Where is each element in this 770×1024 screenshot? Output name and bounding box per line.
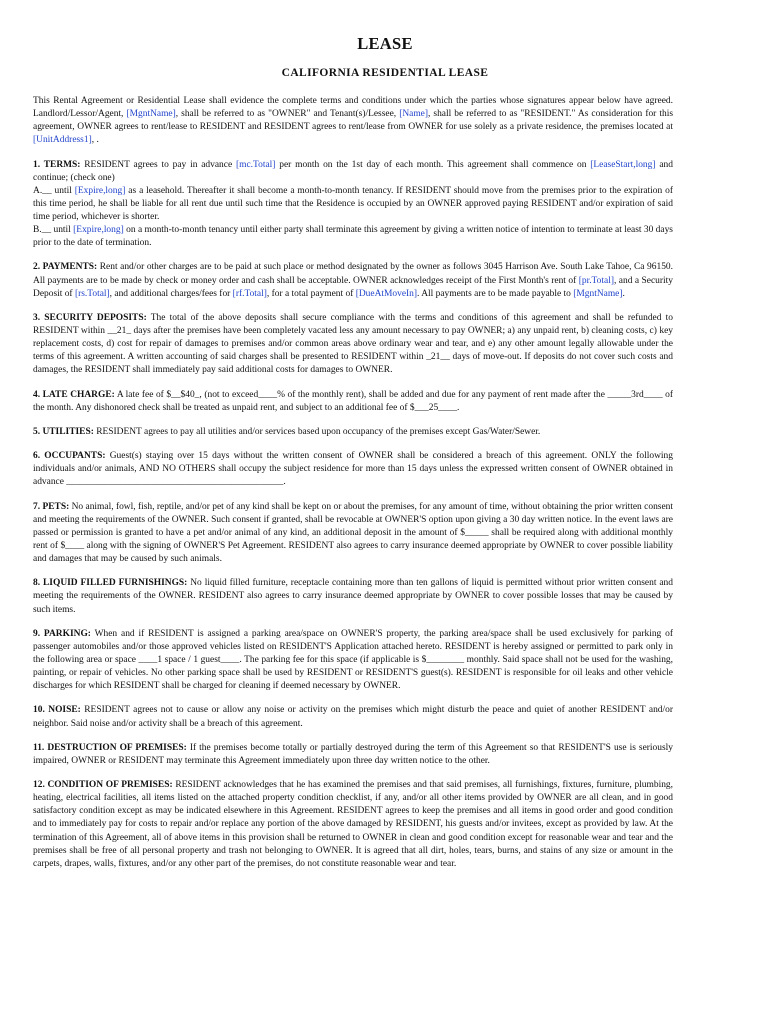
payments-text-1: Rent and/or other charges are to be paid at such place or method designated by the owner as follows 3045 Harrison Ave. South Lake Tahoe, Ca 96150. All payments are to be made by check or money order and cash shall be acceptable. OWNER acknowledges receipt of the First Month's rent of bbox=[33, 262, 674, 286]
liquid-furnishings-heading: 8. LIQUID FILLED FURNISHINGS: bbox=[33, 578, 188, 589]
noise-heading: 10. NOISE: bbox=[33, 705, 81, 716]
document-subtitle: CALIFORNIA RESIDENTIAL LEASE bbox=[281, 67, 489, 79]
intro-text-4: , . bbox=[91, 135, 99, 146]
late-charge-heading: 4. LATE CHARGE: bbox=[33, 389, 115, 400]
terms-line bbox=[33, 159, 673, 185]
section-destruction-of-premises bbox=[33, 742, 673, 768]
pets-heading: 7. PETS: bbox=[33, 501, 70, 512]
condition-heading: 12. CONDITION OF PREMISES: bbox=[33, 780, 173, 791]
section-late-charge bbox=[33, 389, 673, 415]
terms-text-3: and continue; (check one) bbox=[33, 159, 673, 183]
section-security-deposits bbox=[33, 312, 673, 377]
destruction-text: If the premises become totally or partially destroyed during the term of this Agreement so that RESIDENT'S use is seriously impaired, OWNER or RESIDENT may terminate this Agreement immediately upon three day written notice to the other. bbox=[33, 742, 673, 766]
parking-text: When and if RESIDENT is assigned a parking area/space on OWNER'S property, the parking area/space shall be used exclusively for parking of passenger automobiles and/or those approved vehicles listed on RESIDENT'S Application attached hereto. RESIDENT is hereby assigned or permitted to park only in the following area or space ____1 space / 1 guest____. The parking fee for this space (if applicable is $________ monthly. Said space shall not be used for the washing, painting, or repair of vehicles. No other parking space shall be used by RESIDENT or RESIDENT'S guest(s). RESIDENT is responsible for oil leaks and other vehicle discharges for which RESIDENT shall be charged for cleaning if deemed necessary by OWNER. bbox=[33, 628, 673, 692]
payments-text-6: . bbox=[622, 288, 625, 299]
terms-option-a bbox=[33, 185, 673, 224]
option-b-prefix: B.__ until bbox=[33, 225, 74, 236]
option-b-text: on a month-to-month tenancy until either party shall terminate this agreement by giving a written notice of intention to terminate at least 30 days prior to the date of termination. bbox=[33, 225, 673, 249]
terms-heading: 1. TERMS: bbox=[33, 159, 81, 170]
placeholder-rf-total: [rf.Total] bbox=[232, 288, 267, 299]
late-charge-text: A late fee of $__$40_, (not to exceed____% of the monthly rent), shall be added and due for any payment of rent made after the _____3rd____ of the month. Any dishonored check shall be treated as unpaid rent, and subject to an additional fee of $___25____. bbox=[33, 389, 673, 413]
intro-text-2: , shall be referred to as "OWNER" and Tenant(s)/Lessee, bbox=[175, 109, 400, 120]
placeholder-mgnt-name-2: [MgntName] bbox=[573, 288, 623, 299]
section-occupants bbox=[33, 450, 673, 489]
payments-heading: 2. PAYMENTS: bbox=[33, 262, 98, 273]
terms-text-1: RESIDENT agrees to pay in advance bbox=[80, 159, 236, 170]
utilities-text: RESIDENT agrees to pay all utilities and/or services based upon occupancy of the premises except Gas/Water/Sewer. bbox=[93, 426, 541, 437]
intro-text-3: , shall be referred to as "RESIDENT." As consideration for this agreement, OWNER agrees to rent/lease to RESIDENT and RESIDENT agrees to rent/lease from OWNER for use solely as a private residence, the premises located at bbox=[33, 109, 673, 133]
intro-paragraph bbox=[33, 95, 673, 147]
intro-text-1: This Rental Agreement or Residential Lease shall evidence the complete terms and conditions under which the parties whose signatures appear below have agreed. Landlord/Lessor/Agent, bbox=[33, 96, 673, 120]
pets-text: No animal, fowl, fish, reptile, and/or pet of any kind shall be kept on or about the premises, for any amount of time, without obtaining the prior written consent and meeting the requirements of the OWNER. Such consent if granted, shall be revocable at OWNER'S option upon giving a 30 day written notice. In the event laws are passed or permission is granted to have a pet and/or animal of any kind, an additional deposit in the amount of $_____ shall be required along with additional monthly rent of $____ along with the signing of OWNER'S Pet Agreement. RESIDENT also agrees to carry insurance deemed appropriate by OWNER to cover possible liability and damages that may be caused by such animals. bbox=[33, 501, 673, 565]
payments-text-2: , and a Security Deposit of bbox=[33, 275, 673, 299]
placeholder-mgnt-name: [MgntName] bbox=[126, 109, 176, 120]
payments-text-5: . All payments are to be made payable to bbox=[417, 288, 574, 299]
document-body bbox=[33, 95, 673, 882]
placeholder-expire-b: [Expire,long] bbox=[73, 225, 124, 236]
utilities-heading: 5. UTILITIES: bbox=[33, 426, 94, 437]
parking-heading: 9. PARKING: bbox=[33, 628, 91, 639]
security-deposits-heading: 3. SECURITY DEPOSITS: bbox=[33, 312, 147, 323]
section-liquid-filled-furnishings bbox=[33, 577, 673, 616]
document-title: LEASE bbox=[357, 34, 413, 53]
payments-text-3: , and additional charges/fees for bbox=[109, 288, 233, 299]
placeholder-name: [Name] bbox=[399, 109, 429, 120]
security-deposits-text: The total of the above deposits shall secure compliance with the terms and conditions of this agreement and shall be refunded to RESIDENT within __21_ days after the premises have been completely vacated less any amount necessary to pay OWNER; a) any unpaid rent, b) cleaning costs, c) key replacement costs, d) cost for repair of damages to premises and/or common areas above ordinary wear and tear, and e) any other amount legally allowable under the terms of this agreement. A written accounting of said charges shall be presented to RESIDENT within _21__ days of move-out. If deposits do not cover such costs and damages, the RESIDENT shall immediately pay said additional costs for damages to OWNER. bbox=[33, 312, 674, 376]
section-payments bbox=[33, 261, 673, 300]
placeholder-pr-total: [pr.Total] bbox=[578, 275, 614, 286]
section-utilities bbox=[33, 426, 673, 439]
placeholder-mc-total: [mc.Total] bbox=[235, 159, 276, 170]
payments-text-4: , for a total payment of bbox=[266, 288, 356, 299]
section-parking bbox=[33, 628, 673, 693]
section-terms bbox=[33, 159, 673, 251]
terms-option-b bbox=[33, 224, 673, 250]
noise-text: RESIDENT agrees not to cause or allow any noise or activity on the premises which might disturb the peace and quiet of another RESIDENT and/or neighbor. Said noise and/or activity shall be a breach of this agreement. bbox=[33, 705, 674, 729]
placeholder-lease-start: [LeaseStart,long] bbox=[590, 159, 656, 170]
destruction-heading: 11. DESTRUCTION OF PREMISES: bbox=[33, 742, 187, 753]
condition-text: RESIDENT acknowledges that he has examined the premises and that said premises, all furnishings, fixtures, furniture, plumbing, heating, electrical facilities, all items listed on the attached property condition checklist, if any, and/or all other items provided by OWNER are all clean, and in good satisfactory condition except as may be indicated elsewhere in this Agreement. RESIDENT agrees to keep the premises and all items in good order and good condition and to immediately pay for costs to repair and/or replace any portion of the above damaged by RESIDENT, his guests and/or invitees, except as provided by law. At the termination of this Agreement, all of above items in this provision shall be returned to OWNER in clean and good condition except for reasonable wear and tear and the premises shall be free of all personal property and trash not belonging to OWNER. It is agreed that all dirt, holes, tears, burns, and stains of any size or amount in the carpets, drapes, walls, fixtures, and/or any other part of the premises, do not constitute reasonable wear and tear. bbox=[33, 780, 673, 869]
occupants-heading: 6. OCCUPANTS: bbox=[33, 451, 106, 462]
terms-text-2: per month on the 1st day of each month. This agreement shall commence on bbox=[275, 159, 591, 170]
occupants-text: Guest(s) staying over 15 days without the written consent of OWNER shall be considered a breach of this agreement. ONLY the following individuals and/or animals, AND NO OTHERS shall occupy the subject residence for more than 15 days unless the expressed written consent of OWNER obtained in advance ______________________________________________. bbox=[33, 451, 673, 488]
placeholder-expire-a: [Expire,long] bbox=[74, 185, 126, 196]
placeholder-unit-address: [UnitAddress1] bbox=[33, 135, 92, 146]
section-pets bbox=[33, 501, 673, 566]
option-a-prefix: A.__ until bbox=[33, 185, 75, 196]
placeholder-due-at-move-in: [DueAtMoveIn] bbox=[355, 288, 418, 299]
placeholder-rs-total: [rs.Total] bbox=[74, 288, 110, 299]
option-a-text: as a leasehold. Thereafter it shall become a month-to-month tenancy. If RESIDENT should move from the premises prior to the expiration of this time period, he shall be liable for all rent due until such time that the Residence is occupied by an OWNER approved paying RESIDENT and/or expiration of said time period, whichever is shorter. bbox=[33, 185, 673, 222]
liquid-furnishings-text: No liquid filled furniture, receptacle containing more than ten gallons of liquid is permitted without prior written consent and meeting the requirements of the OWNER. RESIDENT also agrees to carry insurance deemed appropriate by OWNER to cover possible losses that may be caused by such items. bbox=[33, 578, 673, 615]
section-condition-of-premises bbox=[33, 779, 673, 871]
section-noise bbox=[33, 704, 673, 730]
